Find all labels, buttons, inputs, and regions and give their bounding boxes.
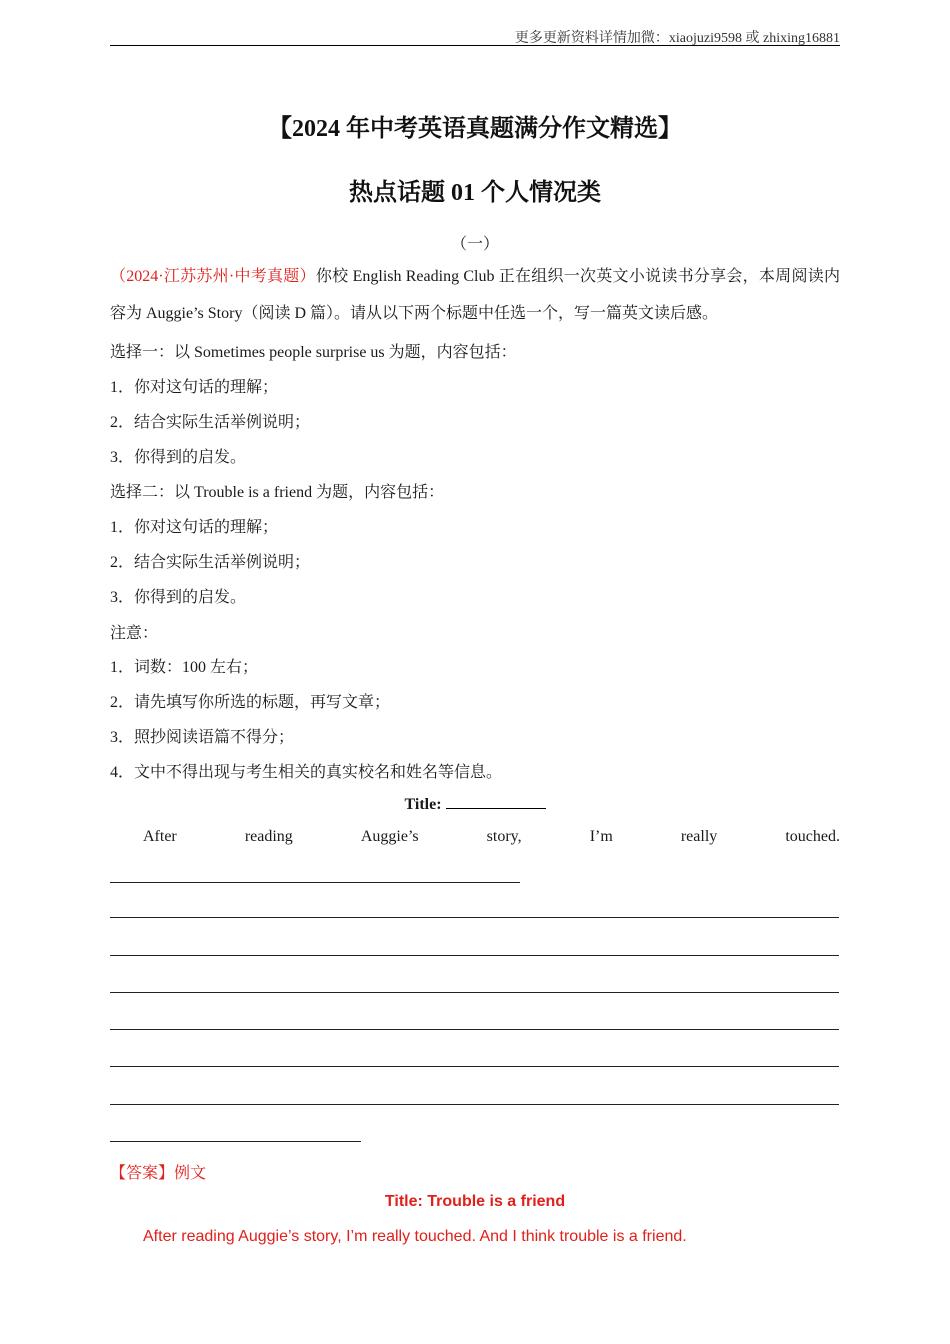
question-text: 你校 English Reading Club 正在组织一次英文小说读书分享会，本周阅读内容为 Auggie’s Story（阅读 D 篇）。请从以下两个标题中任选一个，写一篇英文读后感。 — [110, 268, 840, 322]
writing-line[interactable] — [110, 882, 520, 883]
note-item: 2．请先填写你所选的标题，再写文章； — [110, 694, 391, 711]
writing-line[interactable] — [110, 955, 839, 956]
question-source: （2024·江苏苏州·中考真题） — [110, 268, 316, 285]
option1-item: 3．你得到的启发。 — [110, 449, 247, 466]
start-word: I’m — [589, 828, 613, 845]
option1-item: 2．结合实际生活举例说明； — [110, 414, 311, 431]
page-header: 更多更新资料详情加微：xiaojuzi9598 或 zhixing16881 — [514, 31, 840, 46]
writing-line[interactable] — [110, 1029, 839, 1030]
main-title: 【2024 年中考英语真题满分作文精选】 — [268, 116, 682, 142]
start-word: After — [143, 828, 177, 845]
option1-item: 1．你对这句话的理解； — [110, 379, 279, 396]
option1-heading: 选择一：以 Sometimes people surprise us 为题，内容包括： — [110, 344, 517, 361]
start-word: touched. — [785, 828, 840, 845]
writing-line[interactable] — [110, 1104, 839, 1105]
start-word: reading — [244, 828, 293, 845]
note-item: 1．词数：100 左右； — [110, 659, 259, 676]
start-word: really — [680, 828, 718, 845]
section-number: （一） — [450, 236, 499, 253]
writing-line[interactable] — [110, 917, 839, 918]
topic-title: 热点话题 01 个人情况类 — [349, 180, 601, 206]
option2-item: 1．你对这句话的理解； — [110, 519, 279, 536]
writing-line[interactable] — [110, 1066, 839, 1067]
start-word: Auggie’s — [360, 828, 419, 845]
question-intro — [110, 258, 840, 332]
answer-label: 【答案】例文 — [110, 1165, 207, 1182]
note-item: 4．文中不得出现与考生相关的真实校名和姓名等信息。 — [110, 764, 503, 781]
notes-heading: 注意： — [110, 625, 159, 642]
title-blank[interactable] — [446, 794, 546, 809]
answer-paragraph: After reading Auggie’s story, I’m really touched. And I think trouble is a friend. — [143, 1228, 687, 1245]
title-field — [110, 794, 840, 814]
option2-item: 2．结合实际生活举例说明； — [110, 554, 311, 571]
header-divider — [110, 45, 840, 46]
title-label: Title: — [404, 796, 442, 813]
answer-title: Title: Trouble is a friend — [384, 1193, 566, 1210]
writing-line[interactable] — [110, 1141, 361, 1142]
note-item: 3．照抄阅读语篇不得分； — [110, 729, 295, 746]
writing-start-sentence — [110, 828, 840, 846]
writing-line[interactable] — [110, 992, 839, 993]
option2-heading: 选择二：以 Trouble is a friend 为题，内容包括： — [110, 484, 445, 501]
option2-item: 3．你得到的启发。 — [110, 589, 247, 606]
start-word: story, — [486, 828, 522, 845]
